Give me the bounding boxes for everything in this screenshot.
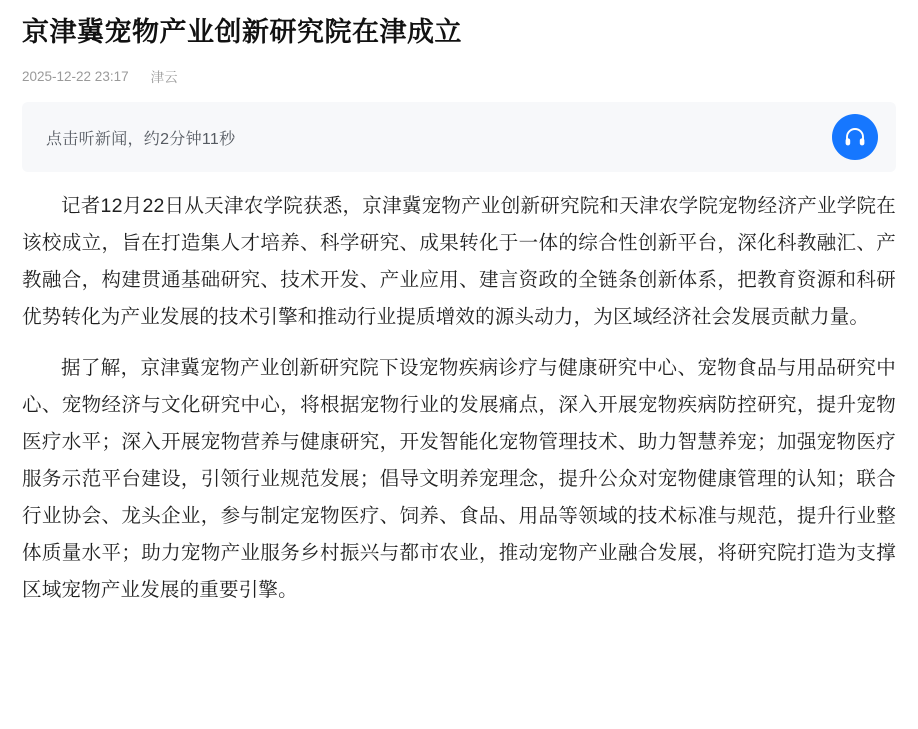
article-body bbox=[22, 188, 896, 609]
article-source: 津云 bbox=[150, 70, 178, 86]
publish-date: 2025-12-22 23:17 bbox=[22, 68, 129, 84]
audio-player-label: 点击听新闻，约2分钟11秒 bbox=[46, 130, 236, 148]
play-audio-button[interactable] bbox=[832, 114, 878, 160]
article-paragraph: 据了解，京津冀宠物产业创新研究院下设宠物疾病诊疗与健康研究中心、宠物食品与用品研究中心、宠物经济与文化研究中心，将根据宠物行业的发展痛点，深入开展宠物疾病防控研究，提升宠物医疗水平；深入开展宠物营养与健康研究，开发智能化宠物管理技术、助力智慧养宠；加强宠物医疗服务示范平台建设，引领行业规范发展；倡导文明养宠理念，提升公众对宠物健康管理的认知；联合行业协会、龙头企业，参与制定宠物医疗、饲养、食品、用品等领域的技术标准与规范，提升行业整体质量水平；助力宠物产业服务乡村振兴与都市农业，推动宠物产业融合发展，将研究院打造为支撑区域宠物产业发展的重要引擎。 bbox=[22, 357, 896, 602]
article-paragraph: 记者12月22日从天津农学院获悉，京津冀宠物产业创新研究院和天津农学院宠物经济产业学院在该校成立，旨在打造集人才培养、科学研究、成果转化于一体的综合性创新平台，深化科教融汇、产教融合，构建贯通基础研究、技术开发、产业应用、建言资政的全链条创新体系，把教育资源和科研优势转化为产业发展的技术引擎和推动行业提质增效的源头动力，为区域经济社会发展贡献力量。 bbox=[22, 195, 896, 329]
page-title: 京津冀宠物产业创新研究院在津成立 bbox=[22, 17, 462, 47]
article-meta bbox=[22, 66, 896, 86]
headphones-icon bbox=[843, 125, 867, 149]
audio-player-bar[interactable] bbox=[22, 102, 896, 172]
